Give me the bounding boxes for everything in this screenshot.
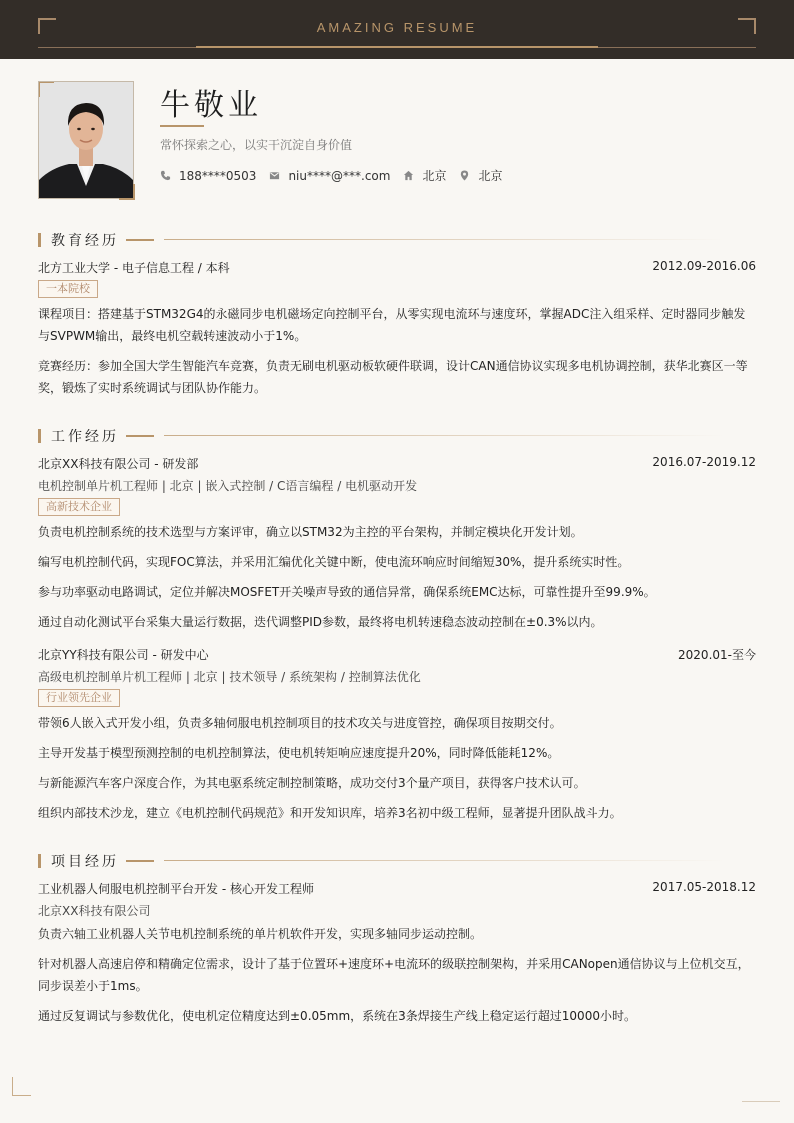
job-item: 负责电机控制系统的技术选型与方案评审，确立以STM32为主控的平台架构，并制定模块化开发计划。 [38, 525, 583, 539]
avatar [38, 81, 134, 199]
education-course-project: 课程项目：搭建基于STM32G4的永磁同步电机磁场定向控制平台，从零实现电流环与速度环，掌握ADC注入组采样、定时器同步触发与SVPWM输出，最终电机空载转速波动小于1%。 [38, 307, 746, 343]
brand-title: AMAZING RESUME [316, 20, 478, 35]
candidate-name: 牛敬业 [160, 88, 262, 123]
section-title: 教育经历 [51, 233, 119, 249]
job-role: 电机控制单片机工程师 | 北京 | 嵌入式控制 / C语言编程 / 电机驱动开发 [38, 479, 418, 493]
hometown: 北京 [422, 169, 447, 183]
profile-photo-image [39, 82, 133, 198]
corner-decoration [12, 1077, 31, 1096]
contact-location [459, 167, 502, 184]
job-date: 2020.01-至今 [678, 648, 756, 662]
project-item: 通过反复调试与参数优化，使电机定位精度达到±0.05mm，系统在3条焊接生产线上稳定运行超过10000小时。 [38, 1009, 636, 1023]
current-location: 北京 [478, 169, 503, 183]
project-date: 2017.05-2018.12 [652, 880, 756, 894]
section-title: 项目经历 [51, 854, 119, 870]
contact-email [269, 169, 390, 183]
photo-corner [38, 81, 54, 97]
section-title: 工作经历 [51, 429, 119, 445]
company-tag: 高新技术企业 [38, 498, 120, 516]
job-item: 组织内部技术沙龙，建立《电机控制代码规范》和开发知识库，培养3名初中级工程师，显著提升团队战斗力。 [38, 806, 622, 820]
section-dash [126, 239, 154, 241]
header-bar [0, 0, 794, 59]
section-projects [38, 851, 756, 871]
motto: 常怀探索之心，以实干沉淀自身价值 [160, 138, 353, 152]
job-item: 编写电机控制代码，实现FOC算法，并采用汇编优化关键中断，使电流环响应时间缩短30%，提升系统实时性。 [38, 555, 630, 569]
profile-photo [38, 81, 134, 199]
company-tag: 行业领先企业 [38, 689, 120, 707]
contact-hometown [403, 167, 446, 184]
project-item: 负责六轴工业机器人关节电机控制系统的单片机软件开发，实现多轴同步运动控制。 [38, 927, 483, 941]
phone-icon [160, 170, 171, 181]
company-name: 北京YY科技有限公司 - 研发中心 [38, 648, 209, 662]
name-underline [160, 125, 204, 127]
email-address[interactable]: niu****@***.com [288, 168, 391, 183]
home-icon [403, 170, 414, 181]
section-work [38, 426, 756, 446]
section-line [164, 239, 724, 240]
job-item: 带领6人嵌入式开发小组，负责多轴伺服电机控制项目的技术攻关与进度管控，确保项目按期交付。 [38, 716, 562, 730]
section-bar [38, 854, 41, 868]
section-bar [38, 429, 41, 443]
footer-rule [742, 1101, 780, 1102]
school-name: 北方工业大学 - 电子信息工程 / 本科 [38, 261, 230, 275]
contact-info [160, 167, 515, 184]
section-bar [38, 233, 41, 247]
location-pin-icon [459, 170, 470, 181]
photo-corner [119, 184, 135, 200]
mail-icon [269, 170, 280, 181]
section-line [164, 860, 724, 861]
job-item: 参与功率驱动电路调试，定位并解决MOSFET开关噪声导致的通信异常，确保系统EMC达标，可靠性提升至99.9%。 [38, 585, 656, 599]
job-item: 主导开发基于模型预测控制的电机控制算法，使电机转矩响应速度提升20%，同时降低能耗12%。 [38, 746, 560, 760]
job-role: 高级电机控制单片机工程师 | 北京 | 技术领导 / 系统架构 / 控制算法优化 [38, 670, 421, 684]
school-tag: 一本院校 [38, 280, 98, 298]
phone-number[interactable]: 188****0503 [179, 168, 257, 183]
project-item: 针对机器人高速启停和精确定位需求，设计了基于位置环+速度环+电流环的级联控制架构，并采用CANopen通信协议与上位机交互，同步误差小于1ms。 [38, 957, 750, 993]
job-item: 与新能源汽车客户深度合作，为其电驱系统定制控制策略，成功交付3个量产项目，获得客户技术认可。 [38, 776, 586, 790]
education-competition: 竞赛经历：参加全国大学生智能汽车竞赛，负责无刷电机驱动板软硬件联调，设计CAN通信协议实现多电机协调控制，获华北赛区一等奖，锻炼了实时系统调试与团队协作能力。 [38, 359, 748, 395]
job-item: 通过自动化测试平台采集大量运行数据，迭代调整PID参数，最终将电机转速稳态波动控制在±0.3%以内。 [38, 615, 603, 629]
education-date: 2012.09-2016.06 [652, 259, 756, 273]
header-rule-accent [196, 46, 598, 48]
company-name: 北京XX科技有限公司 - 研发部 [38, 457, 199, 471]
project-company: 北京XX科技有限公司 [38, 904, 151, 918]
contact-phone [160, 169, 256, 183]
section-line [164, 435, 724, 436]
section-dash [126, 435, 154, 437]
section-education [38, 230, 756, 250]
section-dash [126, 860, 154, 862]
job-date: 2016.07-2019.12 [652, 455, 756, 469]
project-name: 工业机器人伺服电机控制平台开发 - 核心开发工程师 [38, 882, 314, 896]
